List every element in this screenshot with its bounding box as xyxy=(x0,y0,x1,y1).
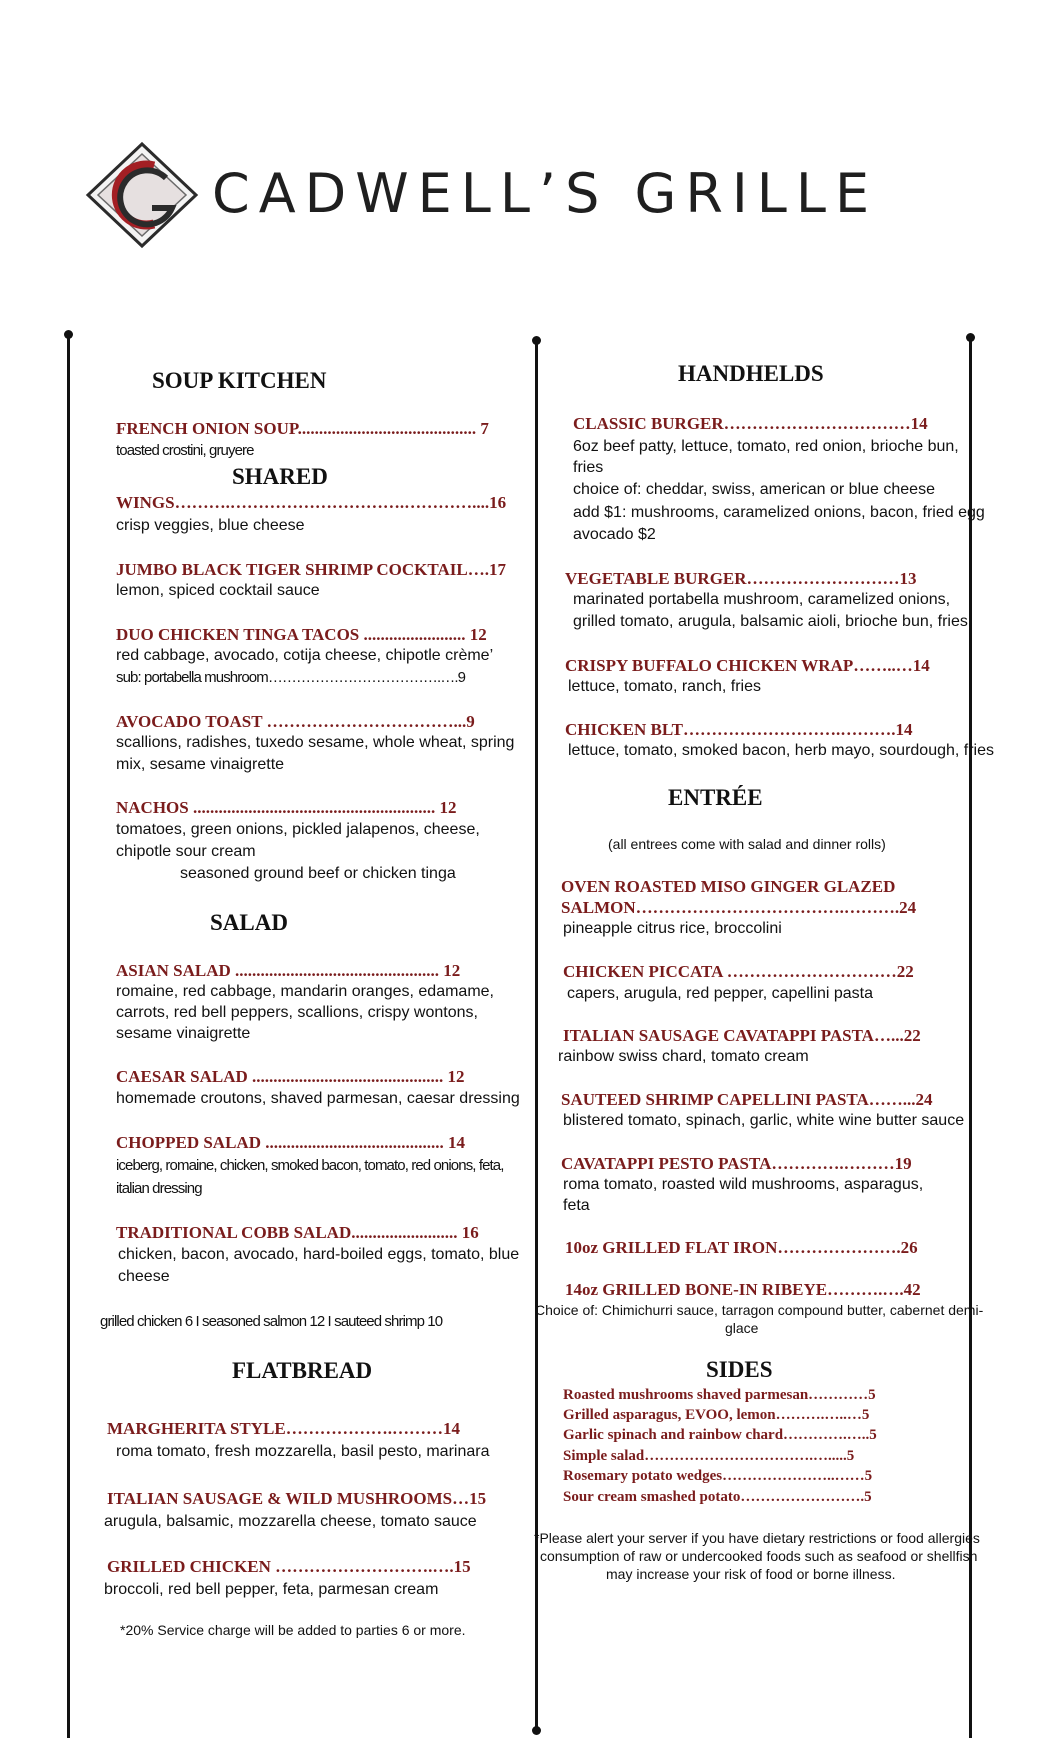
section-heading-soup: SOUP KITCHEN xyxy=(152,368,327,393)
menu-item-desc: chicken, bacon, avocado, hard-boiled eggs, tomato, blue xyxy=(118,1246,520,1263)
menu-item-title: ITALIAN SAUSAGE & WILD MUSHROOMS…15 xyxy=(107,1489,487,1508)
menu-item-title: CHICKEN PICCATA …………………………22 xyxy=(563,962,914,981)
section-heading-shared: SHARED xyxy=(232,464,328,489)
menu-item-title: 14oz GRILLED BONE-IN RIBEYE……….….42 xyxy=(565,1280,921,1299)
menu-item-title: VEGETABLE BURGER………………………13 xyxy=(565,569,917,588)
allergy-note: *Please alert your server if you have dietary restrictions or food allergies xyxy=(534,1530,980,1546)
menu-item-desc: mix, sesame vinaigrette xyxy=(116,756,285,773)
menu-item-title: ASIAN SALAD ................................................ 12 xyxy=(116,961,461,980)
brand-name: CADWELL’S GRILLE xyxy=(212,162,879,225)
section-heading-salad: SALAD xyxy=(210,910,288,935)
side-item: Simple salad…………………………….….....5 xyxy=(563,1448,855,1464)
menu-item-title: SALMON……………………………….……….24 xyxy=(561,898,917,917)
menu-item-desc: feta xyxy=(563,1197,590,1214)
menu-item-desc: iceberg, romaine, chicken, smoked bacon, tomato, red onions, feta, xyxy=(116,1157,504,1174)
menu-item-title: DUO CHICKEN TINGA TACOS ........................ 12 xyxy=(116,625,487,644)
rule-dot xyxy=(532,1726,541,1735)
menu-item-title: CAVATAPPI PESTO PASTA………….………19 xyxy=(561,1154,912,1173)
menu-item-desc: lemon, spiced cocktail sauce xyxy=(116,582,320,599)
menu-item-desc: avocado $2 xyxy=(573,526,656,543)
menu-item-desc: arugula, balsamic, mozzarella cheese, tomato sauce xyxy=(104,1513,477,1530)
menu-item-desc: broccoli, red bell pepper, feta, parmesan cream xyxy=(104,1581,439,1598)
menu-item-desc: fries xyxy=(573,459,604,476)
menu-item-title: SAUTEED SHRIMP CAPELLINI PASTA……...24 xyxy=(561,1090,933,1109)
allergy-note: consumption of raw or undercooked foods such as seafood or shellfish xyxy=(540,1548,978,1564)
menu-item-desc: scallions, radishes, tuxedo sesame, whole wheat, spring xyxy=(116,734,515,751)
menu-item-desc: capers, arugula, red pepper, capellini pasta xyxy=(567,985,873,1002)
section-heading-handhelds: HANDHELDS xyxy=(678,361,824,386)
entree-note: (all entrees come with salad and dinner rolls) xyxy=(608,836,886,852)
menu-item-desc: romaine, red cabbage, mandarin oranges, edamame, xyxy=(116,983,494,1000)
brand-logo xyxy=(84,140,964,250)
menu-item-title: CLASSIC BURGER……………………………14 xyxy=(573,414,928,433)
menu-item-title: GRILLED CHICKEN ……………………….….15 xyxy=(107,1557,471,1576)
menu-item-desc: glace xyxy=(725,1320,759,1336)
menu-item-desc: homemade croutons, shaved parmesan, caesar dressing xyxy=(116,1090,520,1107)
menu-item-title: NACHOS ......................................................... 12 xyxy=(116,798,457,817)
menu-item-desc: blistered tomato, spinach, garlic, white wine butter sauce xyxy=(563,1112,965,1129)
salad-addons: grilled chicken 6 I seasoned salmon 12 I sauteed shrimp 10 xyxy=(100,1313,443,1330)
menu-item-title: TRADITIONAL COBB SALAD......................... 16 xyxy=(116,1223,479,1242)
left-rule xyxy=(67,334,70,1738)
section-heading-entree: ENTRÉE xyxy=(668,785,763,810)
menu-item-desc: seasoned ground beef or chicken tinga xyxy=(180,865,456,882)
menu-item-title: 10oz GRILLED FLAT IRON………………….26 xyxy=(565,1238,918,1257)
service-charge-note: *20% Service charge will be added to parties 6 or more. xyxy=(120,1622,466,1638)
section-heading-flatbread: FLATBREAD xyxy=(232,1358,373,1383)
menu-item-desc: Choice of: Chimichurri sauce, tarragon compound butter, cabernet demi- xyxy=(535,1302,984,1318)
menu-item-title: FRENCH ONION SOUP.......................................... 7 xyxy=(116,419,489,438)
menu-item-desc: roma tomato, fresh mozzarella, basil pesto, marinara xyxy=(116,1443,490,1460)
menu-item-desc: sub: portabella mushroom……………………………….….9 xyxy=(116,669,466,686)
menu-item-title: CHICKEN BLT……………………….……….14 xyxy=(565,720,913,739)
center-rule xyxy=(535,340,538,1730)
menu-item-title: JUMBO BLACK TIGER SHRIMP COCKTAIL….17 xyxy=(116,560,506,579)
menu-item-desc: add $1: mushrooms, caramelized onions, bacon, fried egg xyxy=(573,504,985,521)
right-rule xyxy=(969,337,972,1738)
menu-item-desc: grilled tomato, arugula, balsamic aioli, brioche bun, fries xyxy=(573,613,968,630)
menu-item-desc: cheese xyxy=(118,1268,170,1285)
menu-item-desc: crisp veggies, blue cheese xyxy=(116,517,305,534)
menu-item-title: CHOPPED SALAD .......................................... 14 xyxy=(116,1133,465,1152)
menu-item-desc: sesame vinaigrette xyxy=(116,1025,251,1042)
menu-item-desc: choice of: cheddar, swiss, american or blue cheese xyxy=(573,481,935,498)
menu-item-title: ITALIAN SAUSAGE CAVATAPPI PASTA…...22 xyxy=(563,1026,921,1045)
menu-item-title: WINGS……….………………………….…………....16 xyxy=(116,493,507,512)
side-item: Grilled asparagus, EVOO, lemon……….…..…5 xyxy=(563,1407,870,1423)
menu-item-desc: carrots, red bell peppers, scallions, crispy wontons, xyxy=(116,1004,478,1021)
menu-item-desc: marinated portabella mushroom, caramelized onions, xyxy=(573,591,951,608)
side-item: Garlic spinach and rainbow chard………….…..5 xyxy=(563,1427,877,1443)
menu-item-desc: 6oz beef patty, lettuce, tomato, red onion, brioche bun, xyxy=(573,438,959,455)
menu-item-title: AVOCADO TOAST ……………………………...9 xyxy=(116,712,475,731)
side-item: Rosemary potato wedges…………………..……5 xyxy=(563,1468,873,1484)
menu-item-desc: red cabbage, avocado, cotija cheese, chipotle crème’ xyxy=(116,647,494,664)
menu-item-title: CRISPY BUFFALO CHICKEN WRAP……..…14 xyxy=(565,656,930,675)
menu-item-desc: rainbow swiss chard, tomato cream xyxy=(558,1048,809,1065)
allergy-note: may increase your risk of food or borne illness. xyxy=(606,1566,896,1582)
menu-item-title: OVEN ROASTED MISO GINGER GLAZED xyxy=(561,877,896,896)
menu-item-desc: italian dressing xyxy=(116,1180,202,1197)
menu-item-desc: roma tomato, roasted wild mushrooms, asparagus, xyxy=(563,1176,924,1193)
section-heading-sides: SIDES xyxy=(706,1357,773,1382)
menu-item-title: CAESAR SALAD ............................................. 12 xyxy=(116,1067,465,1086)
side-item: Sour cream smashed potato…………………….5 xyxy=(563,1489,872,1505)
menu-item-title: MARGHERITA STYLE……………….………14 xyxy=(107,1419,460,1438)
cg-logo-icon xyxy=(84,140,200,250)
side-item: Roasted mushrooms shaved parmesan…………5 xyxy=(563,1387,876,1403)
menu-item-desc: chipotle sour cream xyxy=(116,843,256,860)
menu-item-desc: lettuce, tomato, smoked bacon, herb mayo, sourdough, fries xyxy=(568,742,995,759)
menu-item-desc: tomatoes, green onions, pickled jalapenos, cheese, xyxy=(116,821,480,838)
menu-item-desc: toasted crostini, gruyere xyxy=(116,442,254,459)
menu-item-desc: pineapple citrus rice, broccolini xyxy=(563,920,782,937)
menu-item-desc: lettuce, tomato, ranch, fries xyxy=(568,678,761,695)
